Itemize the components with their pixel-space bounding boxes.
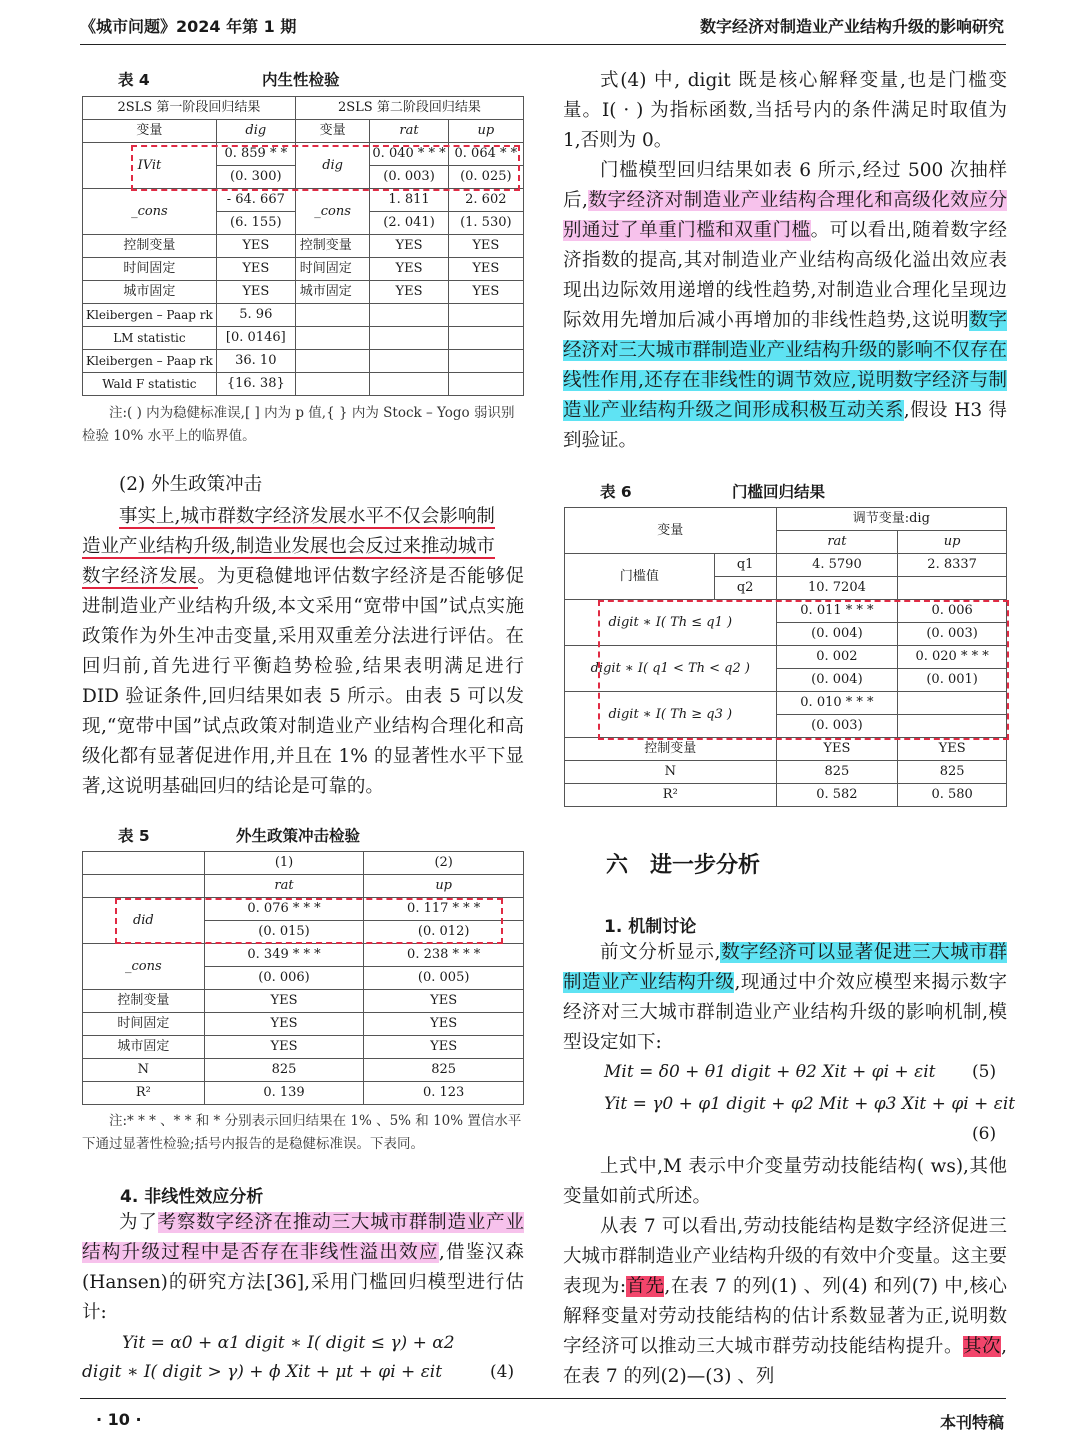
table-cell: (2) xyxy=(364,852,524,875)
table-cell: YES xyxy=(370,235,448,258)
text-span: ,在表 7 的列(2)—(3) 、列 xyxy=(563,1336,1007,1387)
t4-cons-coef: - 64. 667 xyxy=(216,189,295,212)
table-cell: 城市固定 xyxy=(83,1036,205,1059)
table-cell: 10. 7204 xyxy=(776,577,898,600)
table-row xyxy=(565,784,1007,807)
table-cell: 控制变量 xyxy=(295,235,370,258)
table-cell: YES xyxy=(364,1013,524,1036)
text-span: 从表 7 可以看出,劳动技能结构是数字经济促进三大城市群制造业产业结构升级的有效中介变量。这主要表现为: xyxy=(563,1216,1008,1297)
text-span: ,借鉴汉森(Hansen)的研究方法[36],采用门槛回归模型进行估计: xyxy=(82,1242,524,1323)
table-cell: 时间固定 xyxy=(83,1013,205,1036)
table-cell: 0. 002 xyxy=(776,646,898,669)
table-cell: 0. 010 * * * xyxy=(776,692,898,715)
equation-5: Mit = δ0 + θ1 digit + θ2 Xit + φi + εit xyxy=(604,1062,936,1082)
table-cell xyxy=(448,350,523,373)
table-row xyxy=(83,875,524,898)
table-cell: 0. 582 xyxy=(776,784,898,807)
table-cell: YES xyxy=(448,281,523,304)
table-row xyxy=(83,97,524,120)
table-cell: 36. 10 xyxy=(216,350,295,373)
table-cell: (0. 005) xyxy=(364,967,524,990)
table-cell: YES xyxy=(776,738,898,761)
table-cell xyxy=(370,327,448,350)
equation-6-number: (6) xyxy=(972,1124,997,1144)
table-row xyxy=(83,327,524,350)
table-cell: YES xyxy=(216,258,295,281)
table-cell: YES xyxy=(204,990,364,1013)
table-cell: 变量 xyxy=(565,508,777,554)
table-cell xyxy=(295,327,370,350)
table-cell xyxy=(83,875,205,898)
section6-body xyxy=(563,938,1007,1058)
footer-section: 本刊特稿 xyxy=(939,1413,1004,1432)
table-cell: _cons xyxy=(83,944,205,990)
table-cell xyxy=(295,350,370,373)
table-cell: YES xyxy=(448,235,523,258)
section4-body xyxy=(82,1208,524,1328)
t4-dig: dig xyxy=(295,143,370,189)
t4-dig-up: 0. 064 * * xyxy=(448,143,523,166)
table-cell: YES xyxy=(216,281,295,304)
table-cell: 控制变量 xyxy=(83,235,217,258)
t6-highlight-box xyxy=(598,600,1009,740)
table-cell: (0. 006) xyxy=(204,967,364,990)
table-cell: 0. 006 xyxy=(898,600,1007,623)
table-cell: R² xyxy=(83,1082,205,1105)
table-cell: 0. 011 * * * xyxy=(776,600,898,623)
table-cell: 0. 238 * * * xyxy=(364,944,524,967)
table-row xyxy=(83,258,524,281)
table-row xyxy=(83,944,524,967)
table-cell: YES xyxy=(370,281,448,304)
page-number: · 10 · xyxy=(96,1410,142,1429)
table-cell: 控制变量 xyxy=(83,990,205,1013)
table-cell: YES xyxy=(370,258,448,281)
table-cell: 825 xyxy=(898,761,1007,784)
red-highlight-2: 其次 xyxy=(963,1336,1002,1357)
table-cell: 调节变量:dig xyxy=(776,508,1006,531)
table-cell: (0. 001) xyxy=(898,669,1007,692)
table5-caption-title: 外生政策冲击检验 xyxy=(236,827,361,845)
t4-h-up: up xyxy=(448,120,523,143)
table-row xyxy=(83,304,524,327)
table-row xyxy=(83,235,524,258)
table-row xyxy=(565,508,1007,531)
table-cell: 城市固定 xyxy=(83,281,217,304)
t4-h-rat: rat xyxy=(370,120,448,143)
table-cell: N xyxy=(565,761,777,784)
equation-6: Yit = γ0 + φ1 digit + φ2 Mit + φ3 Xit + φi + εit xyxy=(604,1094,1016,1114)
t4-dig-rat-se: (0. 003) xyxy=(370,166,448,189)
table-cell xyxy=(898,577,1007,600)
pink-highlight-1: 考察数字经济在推动三大城市群制造业产业结构升级过程中是否存在非线性溢出效应 xyxy=(82,1212,524,1263)
table-cell: (0. 012) xyxy=(364,921,524,944)
section6-body-2 xyxy=(563,1152,1007,1392)
table-cell: (1) xyxy=(204,852,364,875)
article-header: 数字经济对制造业产业结构升级的影响研究 xyxy=(699,17,1004,36)
t4-iv-coef: 0. 859 * * xyxy=(216,143,295,166)
table-cell: 0. 139 xyxy=(204,1082,364,1105)
text-span: 。可以看出,随着数字经济指数的提高,其对制造业产业结构高级化溢出效应表现出边际效用递增的线性趋势,对制造业合理化呈现边际效用先增加后减小再增加的非线性趋势,这说明 xyxy=(563,220,1007,331)
table-cell xyxy=(295,304,370,327)
table-cell: 2. 8337 xyxy=(898,554,1007,577)
table-row xyxy=(565,738,1007,761)
table-cell: digit ∗ I( q1 < Th < q2 ) xyxy=(565,646,777,692)
text-span: 上式中,M 表示中介变量劳动技能结构( ws),其他变量如前式所述。 xyxy=(563,1156,1007,1207)
table-cell xyxy=(83,852,205,875)
exog-paragraph: 。为更稳健地评估数字经济是否能够促进制造业产业结构升级,本文采用“宽带中国”试点实施政策作为外生冲击变量,采用双重差分法进行评估。在回归前,首先进行平衡趋势检验,结果表明满足进行 DID 验证条件,回归结果如表 5 所示。由表 5 可以发现,“宽带中国”试点政策对制造业产业结构合理化和高级化都有显著促进作用,并且在 1% 的显著性水平下显著,这说明基础回归的结论是可靠的。 xyxy=(82,566,524,797)
pink-highlight-2: 数字经济对制造业产业结构合理化和高级化效应分别通过了单重门槛和双重门槛 xyxy=(563,190,1007,241)
table-cell: 0. 076 * * * xyxy=(204,898,364,921)
table-cell xyxy=(370,373,448,396)
equation-4-line2: digit ∗ I( digit > γ) + ϕ Xit + μt + φi + εit xyxy=(82,1362,443,1382)
table-cell: digit ∗ I( Th ≤ q1 ) xyxy=(565,600,777,646)
table-row xyxy=(83,373,524,396)
table4-note: 注:( ) 内为稳健标准误,[ ] 内为 p 值,{ } 内为 Stock – Yogo 弱识别检验 10% 水平上的临界值。 xyxy=(82,405,515,444)
table-row xyxy=(565,554,1007,577)
table-cell: (0. 004) xyxy=(776,669,898,692)
t4-cons2: _cons xyxy=(295,189,370,235)
table4 xyxy=(82,96,524,396)
header-rule xyxy=(80,44,1006,45)
section4-heading: 4. 非线性效应分析 xyxy=(120,1187,264,1207)
table6-caption-no: 表 6 xyxy=(600,483,632,501)
table-cell: 825 xyxy=(204,1059,364,1082)
threshold-def: 式(4) 中, digit 既是核心解释变量,也是门槛变量。I( · ) 为指标函数,当括号内的条件满足时取值为 1,否则为 0。 xyxy=(563,70,1007,151)
equation-4-number: (4) xyxy=(490,1362,515,1382)
table-cell xyxy=(370,350,448,373)
t4-cons-rat: 1. 811 xyxy=(370,189,448,212)
equation-4-line1: Yit = α0 + α1 digit ∗ I( digit ≤ γ) + α2 xyxy=(122,1333,455,1353)
section6-sub1: 1. 机制讨论 xyxy=(604,917,697,937)
table-cell: up xyxy=(364,875,524,898)
table-cell: (0. 003) xyxy=(776,715,898,738)
table-cell: 城市固定 xyxy=(295,281,370,304)
journal-header: 《城市问题》2024 年第 1 期 xyxy=(80,17,297,36)
t5-did: did xyxy=(83,898,205,944)
t4-highlight-box xyxy=(131,145,520,191)
table-cell: Kleibergen – Paap rk xyxy=(83,350,217,373)
table-row xyxy=(83,1013,524,1036)
table-cell: rat xyxy=(776,531,898,554)
section6-heading: 六 进一步分析 xyxy=(606,853,761,878)
table-cell xyxy=(295,373,370,396)
table-cell: up xyxy=(898,531,1007,554)
left-column xyxy=(82,470,524,802)
table-cell: 0. 020 * * * xyxy=(898,646,1007,669)
text-span: 前文分析显示, xyxy=(600,942,721,963)
table-cell: YES xyxy=(448,258,523,281)
table5 xyxy=(82,851,524,1105)
table-cell: 825 xyxy=(364,1059,524,1082)
table-cell: 控制变量 xyxy=(565,738,777,761)
table-cell: YES xyxy=(216,235,295,258)
t4-dig-up-se: (0. 025) xyxy=(448,166,523,189)
text-span: ,现通过中介效应模型来揭示数字经济对三大城市群制造业产业结构升级的影响机制,模型设定如下: xyxy=(563,972,1007,1053)
table-row xyxy=(83,852,524,875)
t4-cons-up-se: (1. 530) xyxy=(448,212,523,235)
table-cell: 0. 117 * * * xyxy=(364,898,524,921)
table-cell: 0. 123 xyxy=(364,1082,524,1105)
table-cell: 5. 96 xyxy=(216,304,295,327)
table-cell: (0. 015) xyxy=(204,921,364,944)
table-cell: (0. 004) xyxy=(776,623,898,646)
table-cell: Kleibergen – Paap rk xyxy=(83,304,217,327)
table-cell xyxy=(448,304,523,327)
table-cell: YES xyxy=(204,1036,364,1059)
table-cell: Wald F statistic xyxy=(83,373,217,396)
table-cell: 0. 580 xyxy=(898,784,1007,807)
table-cell: YES xyxy=(364,990,524,1013)
table-row xyxy=(83,281,524,304)
table-cell: 时间固定 xyxy=(83,258,217,281)
t4-cons-up: 2. 602 xyxy=(448,189,523,212)
table-row xyxy=(83,990,524,1013)
t4-dig-rat: 0. 040 * * * xyxy=(370,143,448,166)
table-cell xyxy=(448,327,523,350)
text-span: ,假设 H3 得到验证。 xyxy=(563,400,1007,451)
text-span: ,在表 7 的列(1) 、列(4) 和列(7) 中,核心解释变量对劳动技能结构的估计系数显著为正,说明数字经济可以推动三大城市群劳动技能结构提升。 xyxy=(563,1276,1007,1357)
footer-rule xyxy=(80,1398,1006,1399)
table-row xyxy=(83,189,524,212)
table-cell: digit ∗ I( Th ≥ q3 ) xyxy=(565,692,777,738)
cyan-highlight-2: 数字经济可以显著促进三大城市群制造业产业结构升级 xyxy=(563,942,1007,993)
t4-cons: _cons xyxy=(83,189,217,235)
table-cell: q1 xyxy=(714,554,776,577)
table-cell: {16. 38} xyxy=(216,373,295,396)
table-row xyxy=(83,1036,524,1059)
t4-iv-se: (0. 300) xyxy=(216,166,295,189)
t4-cons-se: (6. 155) xyxy=(216,212,295,235)
table-cell: YES xyxy=(898,738,1007,761)
right-column-top xyxy=(563,66,1007,456)
table-cell: N xyxy=(83,1059,205,1082)
table-cell: rat xyxy=(204,875,364,898)
table-cell: 0. 349 * * * xyxy=(204,944,364,967)
table-row xyxy=(565,761,1007,784)
table4-caption-title: 内生性检验 xyxy=(262,71,340,89)
underline-1: 事实上,城市群数字经济发展水平不仅会影响制 xyxy=(119,506,495,527)
table-cell: [0. 0146] xyxy=(216,327,295,350)
table-cell xyxy=(448,373,523,396)
t4-cons-rat-se: (2. 041) xyxy=(370,212,448,235)
table-cell: 门槛值 xyxy=(565,554,715,600)
text-span: 为了 xyxy=(119,1212,158,1233)
t4-h-var: 变量 xyxy=(83,120,217,143)
table-row xyxy=(83,350,524,373)
t4-group1: 2SLS 第一阶段回归结果 xyxy=(83,97,296,120)
table-cell: 4. 5790 xyxy=(776,554,898,577)
table-cell: YES xyxy=(204,1013,364,1036)
t4-iv: IVit xyxy=(83,143,217,189)
underline-2: 造业产业结构升级,制造业发展也会反过来推动城市 xyxy=(82,536,495,557)
t4-h-dig: dig xyxy=(216,120,295,143)
table-cell: (0. 003) xyxy=(898,623,1007,646)
table-cell: YES xyxy=(364,1036,524,1059)
text-span: 门槛模型回归结果如表 6 所示,经过 500 次抽样后, xyxy=(563,160,1007,211)
table-row xyxy=(83,1082,524,1105)
t5-highlight-box xyxy=(115,898,503,944)
red-highlight-1: 首先 xyxy=(626,1276,665,1297)
t4-h-var2: 变量 xyxy=(295,120,370,143)
equation-5-number: (5) xyxy=(972,1062,997,1082)
table-row xyxy=(83,1059,524,1082)
table5-caption-no: 表 5 xyxy=(118,827,150,845)
exog-heading: (2) 外生政策冲击 xyxy=(119,474,263,495)
table-cell: 825 xyxy=(776,761,898,784)
t4-group2: 2SLS 第二阶段回归结果 xyxy=(295,97,523,120)
cyan-highlight-1: 数字经济对三大城市群制造业产业结构升级的影响不仅存在线性作用,还存在非线性的调节效应,说明数字经济与制造业产业结构升级之间形成积极互动关系 xyxy=(563,310,1008,421)
table-cell: 时间固定 xyxy=(295,258,370,281)
table6-caption-title: 门槛回归结果 xyxy=(732,483,826,501)
table-cell xyxy=(370,304,448,327)
table4-caption-no: 表 4 xyxy=(118,71,150,89)
table-row xyxy=(83,120,524,143)
underline-3: 数字经济发展 xyxy=(82,566,198,587)
table-cell: R² xyxy=(565,784,777,807)
table-cell: q2 xyxy=(714,577,776,600)
table5-note: 注:* * * 、* * 和 * 分别表示回归结果在 1% 、5% 和 10% 置信水平下通过显著性检验;括号内报告的是稳健标准误。下表同。 xyxy=(82,1113,522,1152)
table-cell: LM statistic xyxy=(83,327,217,350)
